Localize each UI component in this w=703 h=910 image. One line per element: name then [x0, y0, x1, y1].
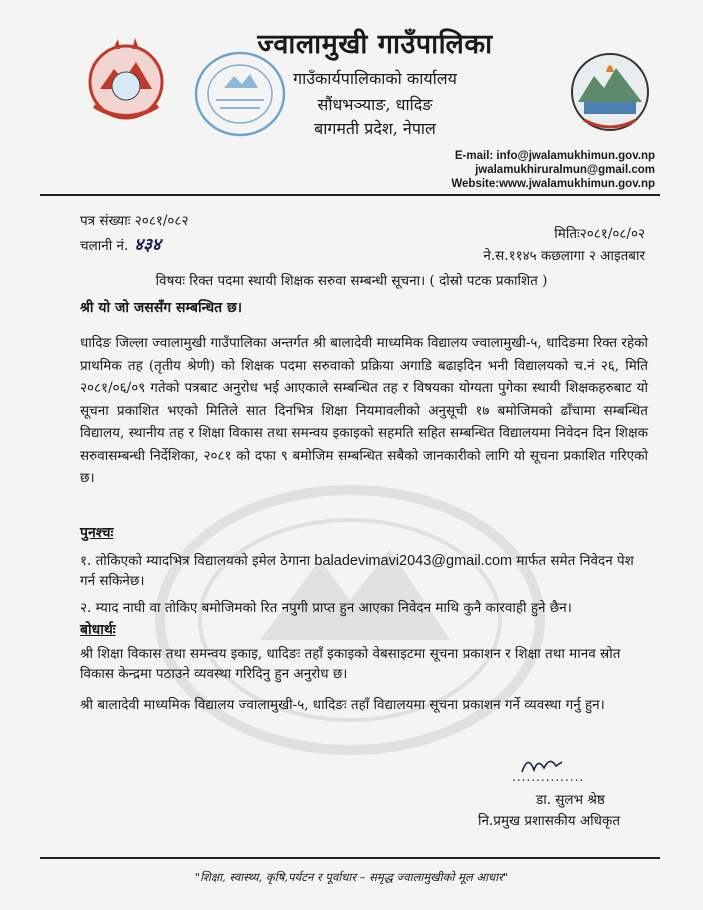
contact-website: Website:www.jwalamukhimun.gov.np	[451, 178, 655, 190]
nepal-emblem-icon	[80, 34, 172, 126]
copy-to-item-2: श्री बालादेवी माध्यमिक विद्यालय ज्वालामुखी-५, धादिङः तहाँ विद्यालयमा सूचना प्रकाशन गर्ने व्यवस्था गर्नु हुन।	[80, 697, 605, 713]
letter-date: मितिः२०८१/०८/०२	[554, 226, 645, 242]
copy-to-heading: बोधार्थः	[80, 622, 116, 638]
subject-line: विषयः रिक्त पदमा स्थायी शिक्षक सरुवा सम्बन्धी सूचना। ( दोस्रो पटक प्रकाशित )	[155, 273, 548, 289]
contact-email-1: E-mail: info@jwalamukhimun.gov.np	[454, 150, 655, 162]
postscript-item-1	[80, 551, 648, 591]
header-divider	[40, 194, 660, 196]
contact-email-2: jwalamukhiruralmun@gmail.com	[475, 164, 655, 176]
signatory-title: नि.प्रमुख प्रशासकीय अधिकृत	[478, 813, 621, 829]
footer-motto: "शिक्षा, स्वास्थ्य, कृषि,पर्यटन र पूर्वाधार – समृद्ध ज्वालामुखीको मूल आधार"	[194, 870, 509, 884]
salutation: श्री यो जो जससँग सम्बन्धित छ।	[80, 300, 243, 316]
school-email: baladevimavi2043@gmail.com	[314, 553, 513, 569]
org-name: ज्वालामुखी गाउँपालिका	[257, 29, 493, 60]
body-paragraph: धादिङ जिल्ला ज्वालामुखी गाउँपालिका अन्तर्गत श्री बालादेवी माध्यमिक विद्यालय ज्वालामुखी-५, धादिङमा रिक्त रहेको प्राथमिक तह (तृतीय श्रेणी) को शिक्षक पदमा सरुवाको प्रक्रिया अगाडि बढाइदिन भनी विद्यालयको च.नं २६, मिति २०८१/०६/०९ गतेको पत्रबाट अनुरोध भई आएकाले सम्बन्धित तह र विषयका योग्यता पुगेका स्थायी शिक्षकहरुबाट यो सूचना प्रकाशित भएको मितिले सात दिनभित्र शिक्षा नियमावलीको अनुसूची १७ बमोजिमको ढाँचामा सम्बन्धित विद्यालय, स्थानीय तह र शिक्षा विकास तथा समन्वय इकाइको सहमति सहित सम्बन्धित विद्यालयमा निवेदन दिन शिक्षक सरुवासम्बन्धी निर्देशिका, २०८१ को दफा ९ बमोजिम सम्बन्धित सबैको जानकारीको लागि यो सूचना प्रकाशित गरिएको छ।	[80, 335, 648, 486]
nepal-sambat-date: ने.स.११४५ कछलागा २ आइतबार	[483, 248, 645, 264]
office-location: सौंधभञ्याङ, धादिङ	[317, 95, 433, 114]
dispatch-number	[80, 232, 161, 255]
letter-number: पत्र संख्याः २०८१/०८२	[80, 213, 189, 229]
postscript-item-1-post: मार्फत समेत निवेदन पेश गर्न सकिनेछ।	[80, 553, 634, 589]
municipality-logo-icon	[568, 46, 652, 138]
postscript-item-1-pre: १. तोकिएको म्यादभित्र विद्यालयको इमेल ठेगाना	[80, 553, 311, 569]
postscript-heading: पुनश्चः	[80, 525, 114, 541]
signatory-name: डा. सुलभ श्रेष्ठ	[536, 792, 605, 808]
postscript-item-2: २. म्याद नाघी वा तोकिए बमोजिमको रित नपुगी प्राप्त हुन आएका निवेदन माथि कुनै कारवाही हुने छैन।	[80, 600, 572, 616]
office-name: गाउँकार्यपालिकाको कार्यालय	[293, 69, 457, 88]
footer-divider	[40, 857, 660, 859]
dispatch-label: चलानी नं.	[80, 238, 129, 254]
province-line: बागमती प्रदेश, नेपाल	[314, 119, 436, 138]
copy-to-item-1: श्री शिक्षा विकास तथा समन्वय इकाइ, धादिङः तहाँ इकाइको वेबसाइटमा सूचना प्रकाशन र शिक्षा तथा मानव स्रोत विकास केन्द्रमा पठाउने व्यवस्था गरिदिनु हुन अनुरोध छ।	[80, 646, 621, 682]
dispatch-handwritten: ४३४	[134, 235, 161, 255]
signature-line: ...............	[512, 770, 585, 784]
